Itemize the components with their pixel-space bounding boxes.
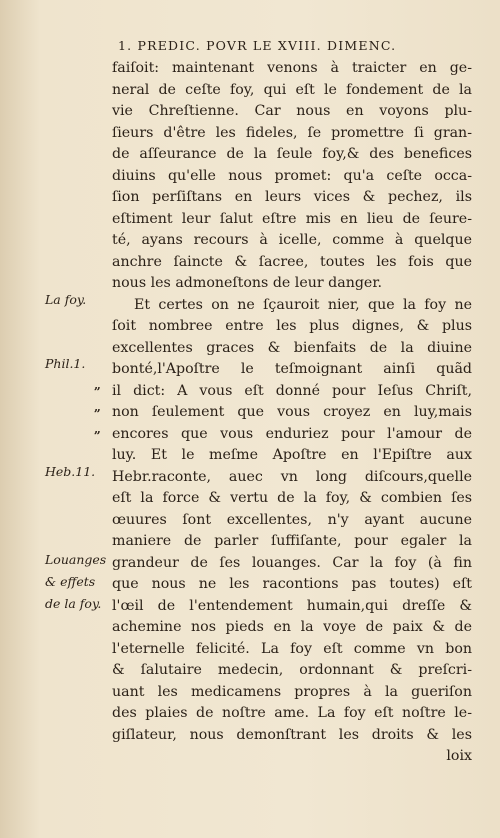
text-line: maniere de parler ſuffiſante, pour egaler la	[112, 533, 472, 549]
text-line: ſion perſiſtans en leurs vices & pechez, ils	[112, 189, 472, 205]
text-block	[112, 58, 472, 768]
text-line: diuins qu'elle nous promet: qu'a ceſte occa-	[112, 167, 472, 184]
text-line: l'œil de l'entendement humain,qui dreſſe &	[112, 597, 472, 614]
text-line: ſoit nombree entre les plus dignes, & plus	[112, 318, 472, 334]
text-line: neral de ceſte foy, qui eſt le fondement de la	[112, 81, 472, 98]
text-line: que nous ne les racontions pas toutes) eſt	[112, 576, 472, 592]
text-line: nous les admoneſtons de leur danger.	[112, 275, 383, 291]
margin-note-phil: Phil.1.	[45, 356, 86, 371]
margin-note-louanges-3: de la foy.	[45, 596, 102, 611]
text-line: anchre ſaincte & ſacree, toutes les fois que	[112, 253, 472, 270]
text-line: & ſalutaire medecin, ordonnant & preſcri-	[112, 662, 472, 678]
text-line: de aſſeurance de la ſeule foy,& des benefices	[112, 146, 472, 162]
text-line: faiſoit: maintenant venons à traicter en ge-	[112, 60, 472, 76]
text-line: grandeur de ſes louanges. Car la foy (à fin	[112, 554, 472, 571]
text-line: des plaies de noſtre ame. La foy eſt noſtre le-	[112, 705, 472, 721]
text-line: luy. Et le meſme Apoſtre en l'Epiſtre aux	[112, 447, 472, 463]
text-line: uant les medicamens propres à la gueriſon	[112, 683, 472, 700]
running-header: 1. PREDIC. POVR LE XVIII. DIMENC.	[118, 38, 397, 53]
margin-note-la-foy: La foy.	[45, 292, 87, 307]
catchword: loix	[446, 748, 472, 764]
quote-mark: „	[94, 422, 101, 436]
text-line: non ſeulement que vous croyez en luy,mais	[112, 404, 472, 420]
text-line: eſtiment leur ſalut eſtre mis en lieu de ſeure-	[112, 210, 472, 227]
text-line: Hebr.raconte, auec vn long diſcours,quelle	[112, 468, 472, 485]
text-line: l'eternelle felicité. La foy eſt comme vn bon	[112, 640, 472, 657]
text-line: achemine nos pieds en la voye de paix & de	[112, 619, 472, 635]
text-line: bonté,l'Apoſtre le teſmoignant ainſi quãd	[112, 361, 472, 377]
margin-note-heb: Heb.11.	[45, 464, 96, 479]
quote-mark: „	[94, 400, 101, 414]
text-line: encores que vous enduriez pour l'amour de	[112, 425, 472, 442]
text-line: vie Chreſtienne. Car nous en voyons plu-	[112, 103, 472, 119]
text-line: ſieurs d'être les fideles, ſe promettre ſi gran-	[112, 124, 472, 141]
text-line: Et certes on ne ſçauroit nier, que la foy ne	[134, 296, 472, 313]
quote-mark: „	[94, 378, 101, 392]
margin-note-louanges-2: & effets	[45, 574, 96, 589]
text-line: giſlateur, nous demonſtrant les droits & les	[112, 726, 472, 743]
text-line: excellentes graces & bienfaits de la diuine	[112, 339, 472, 356]
text-line: eſt la force & vertu de la foy, & combien ſes	[112, 490, 472, 506]
text-line: œuures ſont excellentes, n'y ayant aucune	[112, 511, 472, 528]
margin-note-louanges-1: Louanges	[45, 552, 107, 567]
text-line: il dict: A vous eſt donné pour Ieſus Chriſt,	[112, 382, 472, 399]
text-line: té, ayans recours à icelle, comme à quelque	[112, 232, 472, 248]
